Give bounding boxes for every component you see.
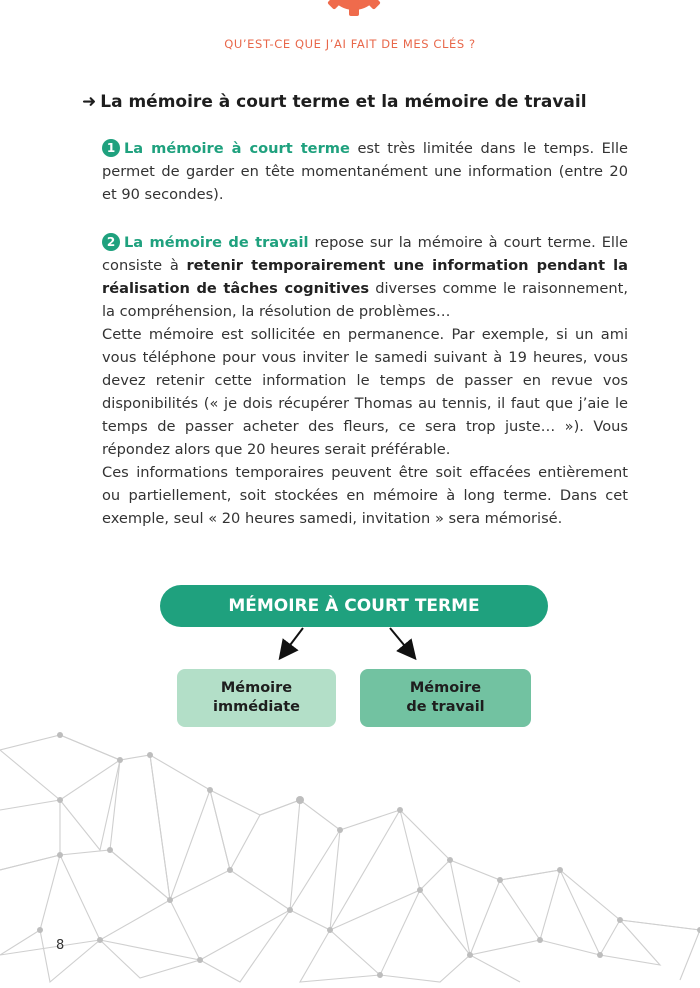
arrow-right-icon: ➜ [82,92,97,112]
network-mesh-decoration [0,720,700,988]
term-short-term-memory: La mémoire à court terme [124,140,350,157]
number-badge-1: 1 [102,139,120,157]
paragraph2-text-b: diverses comme le raisonnement, la compréhension, la résolution de problèmes… [102,280,628,320]
page-number: 8 [56,938,65,953]
paragraph2-bold-phrase: retenir temporairement une information pendant la réalisation de tâches cognitives [102,257,628,297]
diagram-immediate-memory-box [177,669,336,727]
diagram-short-term-memory-box: MÉMOIRE À COURT TERME [160,585,548,627]
paragraph1-text: est très limitée dans le temps. Elle permet de garder en tête momentanément une information (entre 20 et 90 secondes). [102,140,628,203]
paragraph2-text-c: Cette mémoire est sollicitée en permanence. Par exemple, si un ami vous téléphone pour vous inviter le samedi suivant à 19 heures, vous devez retenir cette information le temps de passer en revue vos disponibilités (« je dois récupérer Thomas au tennis, il faut que j’aie le temps de passer acheter des fleurs, ce sera trop juste… »). Vous répondez alors que 20 heures serait préférable. [102,326,628,458]
working-memory-line1: Mémoire [409,680,482,696]
section-heading-text: La mémoire à court terme et la mémoire de travail [100,92,587,112]
arrow-to-immediate-memory [281,628,303,657]
working-memory-line2: de travail [406,699,485,715]
arrow-to-working-memory [390,628,414,657]
number-badge-2: 2 [102,233,120,251]
running-header: QU’EST-CE QUE J’AI FAIT DE MES CLÉS ? [224,37,476,51]
paragraph2-text-d: Ces informations temporaires peuvent être soit effacées entièrement ou partiellement, soit stockées en mémoire à long terme. Dans cet exemple, seul « 20 heures samedi, invitation » sera mémorisé. [102,464,628,527]
immediate-memory-line1: Mémoire [220,680,293,696]
paragraph2-text-a: repose sur la mémoire à court terme. Elle consiste à [102,234,628,274]
immediate-memory-line2: immédiate [213,699,300,715]
diagram-working-memory-box [360,669,531,727]
term-working-memory: La mémoire de travail [124,234,309,251]
